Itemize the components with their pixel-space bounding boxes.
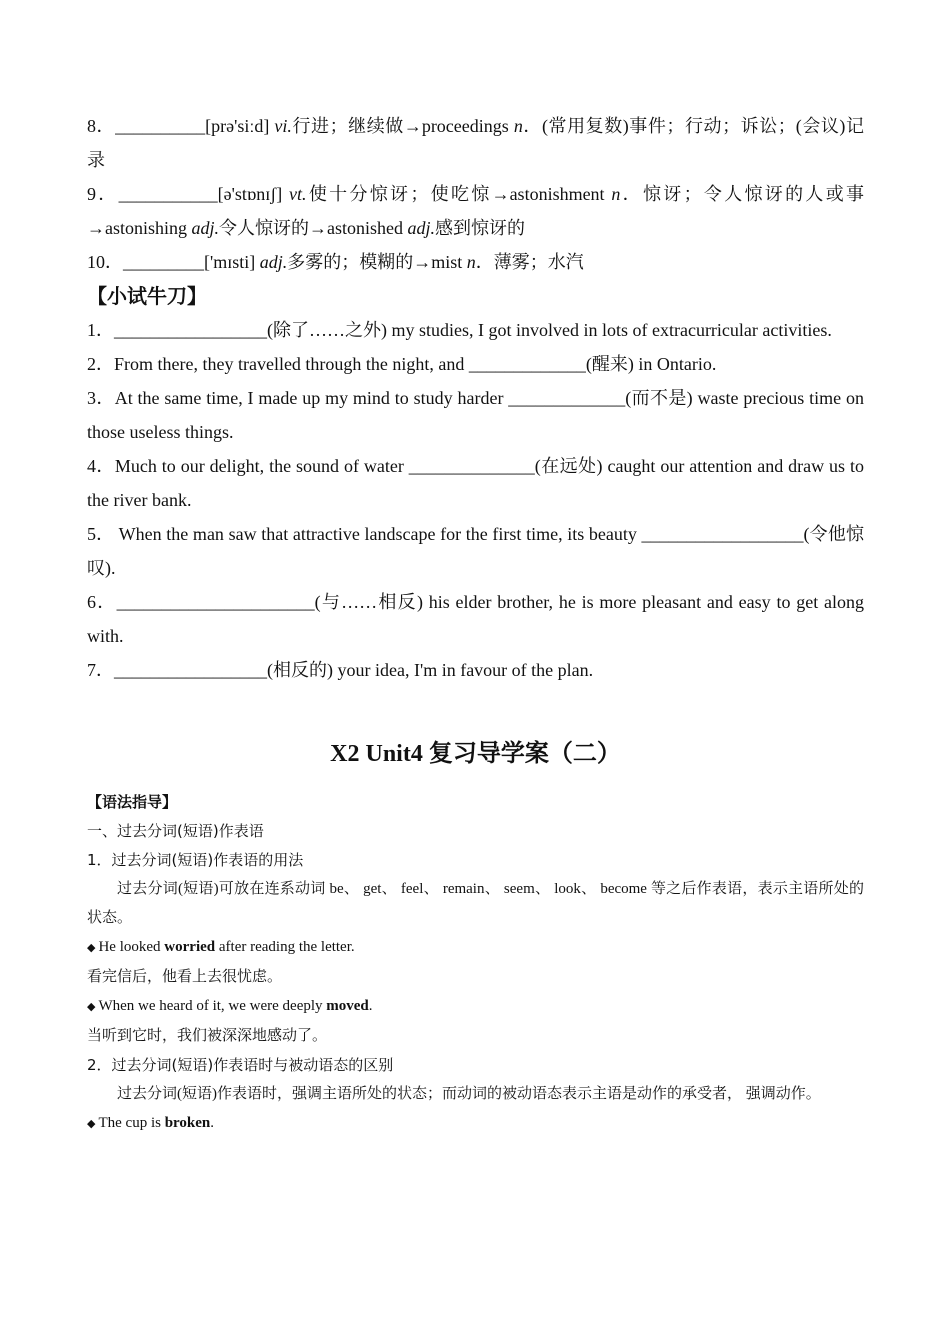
vocab-item-9: 9．___________[ə'stɒnɪʃ] vt.使十分惊讶；使吃惊→astonishment n．惊讶；令人惊讶的人或事→astonishing adj.令人惊讶的→astonished adj.感到惊讶的 [87, 184, 865, 238]
vocab-item-8: 8．__________[prə'siːd] vi.行进；继续做→proceedings n．(常用复数)事件；行动；诉讼；(会议)记录 [87, 116, 864, 170]
practice-item-7: 7．_________________(相反的) your idea, I'm in favour of the plan. [87, 660, 594, 680]
practice-item-6: 6．______________________(与……相反) his elder brother, he is more pleasant and easy to get along with. [87, 592, 864, 646]
example-1-translation: 看完信后，他看上去很忧虑。 [87, 969, 283, 985]
practice-item-4: 4．Much to our delight, the sound of water ______________(在远处) caught our attention and draw us to the river bank. [87, 456, 864, 510]
example-2-translation: 当听到它时，我们被深深地感动了。 [87, 1028, 328, 1044]
grammar-desc-1: 过去分词(短语)可放在连系动词 be、 get、 feel、 remain、 seem、 look、 become 等之后作表语，表示主语所处的状态。 [87, 881, 864, 926]
practice-item-3: 3．At the same time, I made up my mind to study harder _____________(而不是) waste precious time on those useless things. [87, 388, 864, 442]
grammar-section-1: 一、过去分词(短语)作表语 [87, 822, 264, 840]
grammar-sub-1: 1．过去分词(短语)作表语的用法 [87, 851, 304, 869]
practice-item-5: 5． When the man saw that attractive landscape for the first time, its beauty __________________(令他惊叹). [87, 524, 864, 578]
grammar-desc-2: 过去分词(短语)作表语时，强调主语所处的状态；而动词的被动语态表示主语是动作的承受者， 强调动作。 [117, 1086, 821, 1102]
vocab-item-10: 10．_________['mɪsti] adj.多雾的；模糊的→mist n．薄雾；水汽 [87, 252, 584, 272]
grammar-heading: 【语法指导】 [87, 793, 178, 811]
practice-item-1: 1．_________________(除了……之外) my studies, I got involved in lots of extracurricular activities. [87, 320, 832, 340]
practice-item-2: 2．From there, they travelled through the night, and _____________(醒来) in Ontario. [87, 354, 717, 374]
example-1: ◆ He looked worried after reading the letter. [87, 933, 864, 963]
grammar-sub-2: 2．过去分词(短语)作表语时与被动语态的区别 [87, 1056, 394, 1074]
example-2: ◆ When we heard of it, we were deeply moved. [87, 992, 864, 1022]
example-3: ◆ The cup is broken. [87, 1109, 864, 1139]
page-title: X2 Unit4 复习导学案（二） [330, 741, 621, 767]
document-page [87, 109, 864, 1139]
practice-heading: 【小试牛刀】 [87, 284, 207, 308]
